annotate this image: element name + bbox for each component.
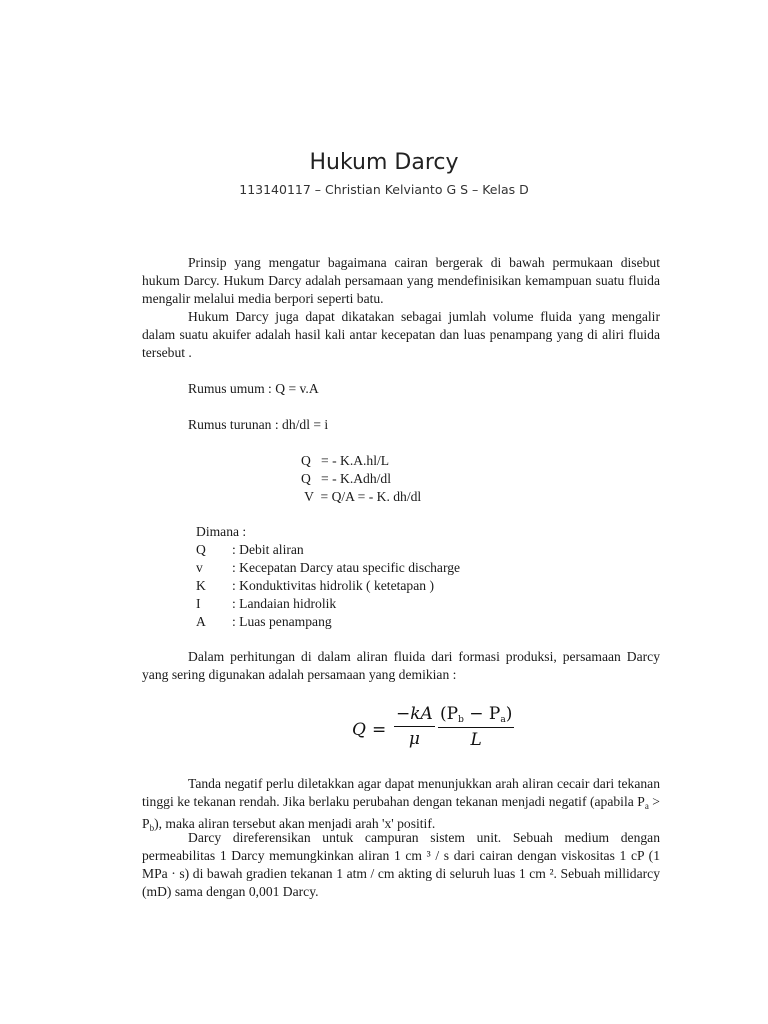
numerator-sub-b: b [458, 715, 464, 725]
numerator-mid: − P [463, 704, 501, 724]
definition-text: : Kecepatan Darcy atau specific discharge [232, 560, 461, 575]
numerator-sub-a: a [500, 715, 506, 725]
paragraph-definition: Hukum Darcy juga dapat dikatakan sebagai jumlah volume fluida yang mengalir dalam suatu akuifer adalah hasil kali antar kecepatan dan luas penampang yang di aliri fluida tersebut . [142, 309, 660, 360]
formula-fraction-1 [394, 704, 435, 749]
definition-symbol: K [196, 578, 206, 593]
fraction-1-denominator: μ [408, 729, 420, 749]
definition-text: : Konduktivitas hidrolik ( ketetapan ) [232, 578, 434, 593]
definition-text: : Luas penampang [232, 614, 332, 629]
formula-fraction-2 [438, 704, 514, 750]
paragraph-intro: Prinsip yang mengatur bagaimana cairan bergerak di bawah permukaan disebut hukum Darcy. Hukum Darcy adalah persamaan yang mendefinisikan kemampuan suatu fluida mengalir melalui media berpori seperti batu. [142, 255, 660, 306]
numerator-close: ) [505, 704, 513, 724]
definition-symbol: Q [196, 542, 206, 557]
para4-part-b: > P [142, 794, 660, 831]
definition-symbol: A [196, 614, 206, 629]
definition-symbol: v [196, 560, 203, 575]
equation-line-1: Q = - K.A.hl/L [301, 453, 390, 468]
para4-part-c: ), maka aliran tersebut akan menjadi arah 'x' positif. [154, 816, 436, 831]
paragraph-negative-sign [142, 775, 660, 837]
page-title: Hukum Darcy [309, 150, 459, 175]
fraction-2-numerator [438, 704, 514, 728]
fraction-2-denominator: L [470, 730, 482, 750]
paragraph-calculation: Dalam perhitungan di dalam aliran fluida dari formasi produksi, persamaan Darcy yang sering digunakan adalah persamaan yang demikian : [142, 649, 660, 682]
rumus-umum: Rumus umum : Q = v.A [188, 381, 319, 396]
definition-text: : Landaian hidrolik [232, 596, 337, 611]
formula-lhs: Q [352, 720, 366, 740]
dimana-label: Dimana : [196, 524, 247, 539]
para4-sub-b: b [149, 823, 155, 833]
paragraph-units: Darcy direferensikan untuk campuran sistem unit. Sebuah medium dengan permeabilitas 1 Darcy memungkinkan aliran 1 cm ³ / s dari cairan dengan viskositas 1 cP (1 MPa · s) di bawah gradien tekanan 1 atm / cm akting di seluruh luas 1 cm ². Sebuah millidarcy (mD) sama dengan 0,001 Darcy. [142, 830, 660, 899]
numerator-open: (P [440, 704, 459, 724]
fraction-1-numerator: −kA [394, 704, 435, 727]
equation-line-2: Q = - K.Adh/dl [301, 471, 391, 486]
rumus-turunan: Rumus turunan : dh/dl = i [188, 417, 329, 432]
definition-symbol: I [196, 596, 201, 611]
para4-part-a: Tanda negatif perlu diletakkan agar dapat menunjukkan arah aliran cecair dari tekanan tinggi ke tekanan rendah. Jika berlaku perubahan dengan tekanan menjadi negatif (apabila P [142, 776, 660, 809]
darcy-formula [352, 700, 522, 760]
para4-sub-a: a [644, 801, 649, 811]
page-subtitle: 113140117 – Christian Kelvianto G S – Kelas D [239, 182, 529, 197]
formula-equals: = [372, 720, 387, 740]
definition-text: : Debit aliran [232, 542, 304, 557]
equation-line-3: V = Q/A = - K. dh/dl [301, 489, 422, 504]
